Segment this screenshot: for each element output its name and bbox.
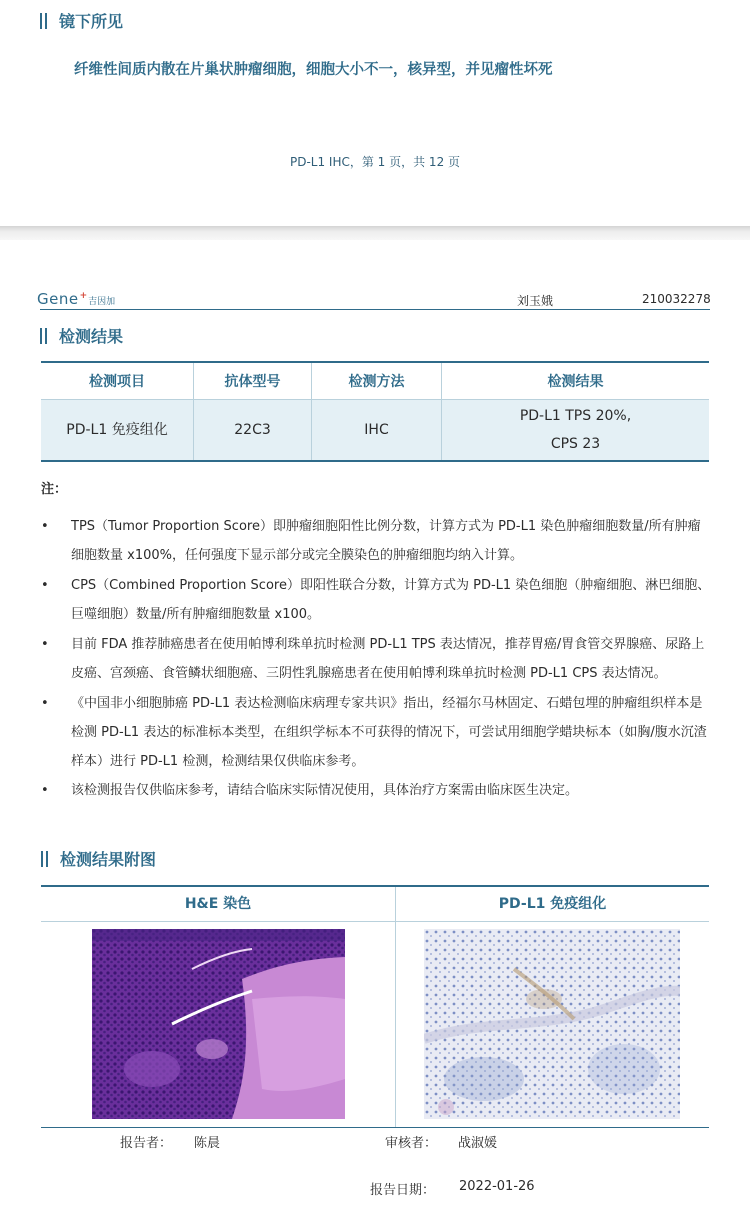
column-header-item: 检测项目	[41, 362, 194, 400]
page-separator	[0, 226, 750, 240]
note-text: 目前 FDA 推荐肺癌患者在使用帕博利珠单抗时检测 PD-L1 TPS 表达情况，推荐胃癌/胃食管交界腺癌、尿路上皮癌、宫颈癌、食管鳞状细胞癌、三阴性乳腺癌患者在使用帕博利珠单抗时检测 PD-L1 CPS 表达情况。	[71, 637, 705, 681]
column-header-result: 检测结果	[442, 362, 710, 400]
microscopy-title: 镜下所见	[59, 12, 124, 31]
result-line-1: PD-L1 TPS 20%,	[519, 408, 632, 424]
note-text: CPS（Combined Proportion Score）即阳性联合分数，计算方式为 PD-L1 染色细胞（肿瘤细胞、淋巴细胞、巨噬细胞）数量/所有肿瘤细胞数量 x100。	[71, 578, 711, 622]
figures-section-header	[41, 847, 156, 870]
table-row	[41, 400, 709, 462]
reviewer-label: 审核者：	[385, 1136, 438, 1151]
cell-antibody: 22C3	[194, 400, 312, 462]
header-divider	[40, 309, 710, 310]
cell-result	[442, 400, 710, 462]
he-figure	[41, 887, 396, 1127]
company-logo	[37, 290, 115, 308]
previous-page-fragment	[0, 0, 750, 226]
bullet-icon: •	[41, 696, 49, 711]
column-header-method: 检测方法	[312, 362, 442, 400]
pdl1-caption: PD-L1 免疫组化	[396, 887, 709, 922]
note-item	[41, 776, 711, 805]
logo-cn-text: 吉因加	[88, 297, 116, 307]
figures-panel	[41, 885, 709, 1128]
patient-name: 刘玉娥	[517, 294, 554, 308]
note-item	[41, 630, 711, 688]
note-item	[41, 512, 711, 570]
reporter-name: 陈晨	[194, 1136, 221, 1151]
pdl1-stain-image	[424, 929, 680, 1119]
note-item	[41, 689, 711, 776]
microscopy-section-header	[40, 9, 123, 32]
results-table	[41, 361, 709, 462]
page-number: PD-L1 IHC，第 1 页，共 12 页	[289, 155, 461, 169]
report-page	[0, 240, 750, 1222]
sample-id: 210032278	[642, 292, 711, 306]
he-caption: H&E 染色	[41, 887, 395, 922]
bullet-icon: •	[41, 783, 49, 798]
pdl1-figure	[396, 887, 709, 1127]
report-date: 2022-01-26	[459, 1179, 535, 1194]
notes-list	[41, 512, 711, 805]
bullet-icon: •	[41, 637, 49, 652]
results-section-header	[40, 324, 123, 347]
notes-label: 注：	[41, 482, 68, 497]
logo-plus-icon: +	[79, 291, 88, 301]
section-marker-icon	[40, 328, 47, 344]
report-date-label: 报告日期：	[370, 1183, 436, 1198]
section-marker-icon	[41, 851, 48, 867]
reviewer-name: 战淑媛	[458, 1136, 498, 1151]
note-text: 《中国非小细胞肺癌 PD-L1 表达检测临床病理专家共识》指出，经福尔马林固定、石蜡包埋的肿瘤组织样本是检测 PD-L1 表达的标准标本类型，在组织学标本不可获得的情况下，可尝试用细胞学蜡块标本（如胸/腹水沉渣样本）进行 PD-L1 检测，检测结果仅供临床参考。	[71, 696, 707, 769]
microscopy-description: 纤维性间质内散在片巢状肿瘤细胞，细胞大小不一，核异型，并见瘤性坏死	[74, 62, 553, 78]
logo-text: Gene	[37, 290, 79, 308]
results-title: 检测结果	[59, 327, 124, 346]
column-header-antibody: 抗体型号	[194, 362, 312, 400]
he-stain-image	[92, 929, 345, 1119]
note-text: TPS（Tumor Proportion Score）即肿瘤细胞阳性比例分数，计算方式为 PD-L1 染色肿瘤细胞数量/所有肿瘤细胞数量 x100%，任何强度下显示部分或完全膜染色的肿瘤细胞均纳入计算。	[71, 519, 701, 563]
figures-title: 检测结果附图	[60, 850, 157, 869]
reporter-label: 报告者：	[120, 1136, 173, 1151]
note-item	[41, 571, 711, 629]
section-marker-icon	[40, 13, 47, 29]
note-text: 该检测报告仅供临床参考，请结合临床实际情况使用，具体治疗方案需由临床医生决定。	[71, 783, 579, 798]
bullet-icon: •	[41, 578, 49, 593]
bullet-icon: •	[41, 519, 49, 534]
cell-method: IHC	[312, 400, 442, 462]
table-header-row	[41, 362, 709, 400]
cell-item: PD-L1 免疫组化	[41, 400, 194, 462]
result-line-2: CPS 23	[550, 436, 601, 452]
